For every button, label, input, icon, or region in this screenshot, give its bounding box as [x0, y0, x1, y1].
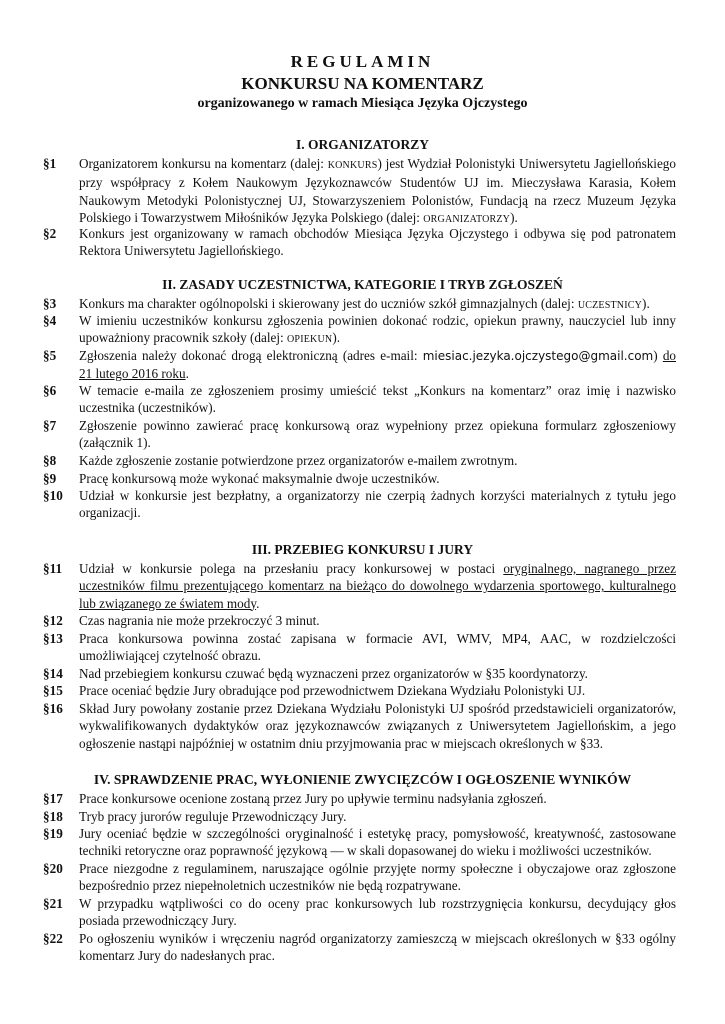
section-heading-results: IV. SPRAWDZENIE PRAC, WYŁONIENIE ZWYCIĘZCÓW I OGŁOSZENIE WYNIKÓW [93, 772, 632, 787]
paragraph-number: §8 [43, 453, 57, 468]
paragraph-text: Tryb pracy jurorów reguluje Przewodniczący Jury. [79, 809, 347, 824]
paragraph-number: §6 [43, 383, 57, 398]
paragraph-number: §4 [43, 313, 57, 328]
paragraph-text: Czas nagrania nie może przekroczyć 3 minut. [79, 613, 320, 628]
paragraph-22 [43, 930, 676, 965]
paragraph-text: Zgłoszenie powinno zawierać pracę konkursową oraz wypełniony przez opiekuna formularz zgłoszeniowy (załącznik 1). [79, 418, 676, 451]
paragraph-number: §9 [43, 471, 57, 486]
email-address: miesiac.jezyka.ojczystego@gmail.com [422, 349, 654, 363]
paragraph-15 [43, 682, 676, 699]
doc-title: REGULAMIN [290, 52, 435, 71]
paragraph-20 [43, 860, 676, 895]
section-heading-jury: III. PRZEBIEG KONKURSU I JURY [251, 542, 474, 557]
paragraph-number: §12 [43, 613, 63, 628]
paragraph-17 [43, 790, 676, 807]
paragraph-text: Jury oceniać będzie w szczególności oryginalność i estetykę pracy, pomysłowość, kreatywność, zastosowane techniki retoryczne oraz poprawność językową — w skali dopasowanej do wieku i możliwości uczestników. [79, 826, 676, 859]
paragraph-9 [43, 470, 676, 487]
paragraph-number: §21 [43, 896, 63, 911]
paragraph-text: Zgłoszenia należy dokonać drogą elektroniczną (adres e-mail: miesiac.jezyka.ojczystego@gmail.com) do 21 lutego 2016 roku. [79, 348, 676, 382]
paragraph-21 [43, 895, 676, 930]
paragraph-16 [43, 700, 676, 752]
section-heading-participation: II. ZASADY UCZESTNICTWA, KATEGORIE I TRYB ZGŁOSZEŃ [162, 277, 563, 292]
doc-subtitle: KONKURSU NA KOMENTARZ [241, 74, 484, 93]
paragraph-number: §17 [43, 791, 63, 806]
paragraph-number: §20 [43, 861, 63, 876]
paragraph-text: Nad przebiegiem konkursu czuwać będą wyznaczeni przez organizatorów w §35 koordynatorzy. [79, 666, 588, 681]
paragraph-number: §5 [43, 348, 57, 363]
paragraph-number: §7 [43, 418, 57, 433]
paragraph-text: W temacie e-maila ze zgłoszeniem prosimy umieścić tekst „Konkurs na komentarz” oraz imię i nazwisko uczestnika (uczestników). [79, 383, 676, 416]
paragraph-text: Prace niezgodne z regulaminem, naruszające ogólnie przyjęte normy społeczne i obyczajowe oraz zgłoszone bezpośrednio przez niepełnoletnich uczestników nie będą rozpatrywane. [79, 861, 676, 894]
paragraph-text: Po ogłoszeniu wyników i wręczeniu nagród organizatorzy zamieszczą w miejscach określonych w §33 ogólny komentarz Jury do nadesłanych prac. [79, 931, 676, 964]
paragraph-number: §14 [43, 666, 63, 681]
paragraph-number: §15 [43, 683, 63, 698]
doc-subtitle-2: organizowanego w ramach Miesiąca Języka Ojczystego [197, 96, 528, 111]
paragraph-number: §2 [43, 226, 57, 241]
paragraph-number: §13 [43, 631, 63, 646]
paragraph-text: Udział w konkursie polega na przesłaniu pracy konkursowej w postaci oryginalnego, nagranego przez uczestników filmu prezentującego komentarz na bieżąco do dowolnego wydarzenia sportowego, kulturalnego lub związanego ze światem mody. [79, 561, 676, 611]
paragraph-number: §1 [43, 156, 57, 171]
paragraph-text: Praca konkursowa powinna zostać zapisana w formacie AVI, WMV, MP4, AAC, w rozdzielczości umożliwiającej czytelność obrazu. [79, 631, 676, 664]
paragraph-2 [43, 225, 676, 260]
paragraph-13 [43, 630, 676, 665]
paragraph-14 [43, 665, 676, 682]
paragraph-number: §11 [43, 561, 63, 576]
paragraph-text: W imieniu uczestników konkursu zgłoszenia powinien dokonać rodzic, opiekun prawny, nauczyciel lub inny upoważniony pracownik szkoły (dalej: OPIEKUN). [79, 313, 676, 346]
paragraph-number: §16 [43, 701, 63, 716]
paragraph-1 [43, 155, 676, 228]
section-heading-organizers: I. ORGANIZATORZY [295, 137, 430, 152]
paragraph-text: Prace konkursowe ocenione zostaną przez Jury po upływie terminu nadsyłania zgłoszeń. [79, 791, 547, 806]
paragraph-19 [43, 825, 676, 860]
paragraph-text: W przypadku wątpliwości co do oceny prac konkursowych lub rozstrzygnięcia konkursu, decydujący głos posiada przewodniczący Jury. [79, 896, 676, 929]
paragraph-number: §22 [43, 931, 63, 946]
paragraph-number: §19 [43, 826, 63, 841]
paragraph-text: Udział w konkursie jest bezpłatny, a organizatorzy nie czerpią żadnych korzyści materialnych z tytułu jego organizacji. [79, 488, 676, 521]
paragraph-number: §3 [43, 296, 57, 311]
paragraph-4 [43, 312, 676, 349]
paragraph-text: Pracę konkursową może wykonać maksymalnie dwoje uczestników. [79, 471, 440, 486]
paragraph-5 [43, 347, 676, 383]
paragraph-12 [43, 612, 676, 629]
paragraph-7 [43, 417, 676, 452]
paragraph-text: Skład Jury powołany zostanie przez Dziekana Wydziału Polonistyki UJ spośród przedstawicieli organizatorów, wykwalifikowanych dydaktyków oraz językoznawców związanych z Uniwersytetem Jagiellońskim, a jego ogłoszenie nastąpi najpóźniej w ostatnim dniu przyjmowania prac w miejscach określonych w §33. [79, 701, 676, 751]
paragraph-10 [43, 487, 676, 522]
paragraph-text: Konkurs jest organizowany w ramach obchodów Miesiąca Języka Ojczystego i odbywa się pod patronatem Rektora Uniwersytetu Jagiellońskiego. [79, 226, 676, 259]
paragraph-text: Prace oceniać będzie Jury obradujące pod przewodnictwem Dziekana Wydziału Polonistyki UJ. [79, 683, 586, 698]
paragraph-number: §18 [43, 809, 63, 824]
deadline: do 21 lutego 2016 roku [79, 348, 676, 382]
paragraph-text: Każde zgłoszenie zostanie potwierdzone przez organizatorów e-mailem zwrotnym. [79, 453, 518, 468]
paragraph-number: §10 [43, 488, 63, 503]
paragraph-11 [43, 560, 676, 612]
paragraph-6 [43, 382, 676, 417]
paragraph-8 [43, 452, 676, 469]
paragraph-18 [43, 808, 676, 825]
paragraph-text: Konkurs ma charakter ogólnopolski i skierowany jest do uczniów szkół gimnazjalnych (dalej: UCZESTNICY). [79, 296, 650, 311]
paragraph-text: Organizatorem konkursu na komentarz (dalej: KONKURS) jest Wydział Polonistyki Uniwersytetu Jagiellońskiego przy współpracy z Kołem Naukowym Językoznawców Studentów UJ im. Mieczysława Karasia, Kołem Naukowym Metodyki Polonistycznej UJ, Stowarzyszeniem Polonistów, Fundacją na rzecz Muzeum Języka Polskiego i Towarzystwem Miłośników Języka Polskiego (dalej: ORGANIZATORZY). [79, 156, 676, 225]
